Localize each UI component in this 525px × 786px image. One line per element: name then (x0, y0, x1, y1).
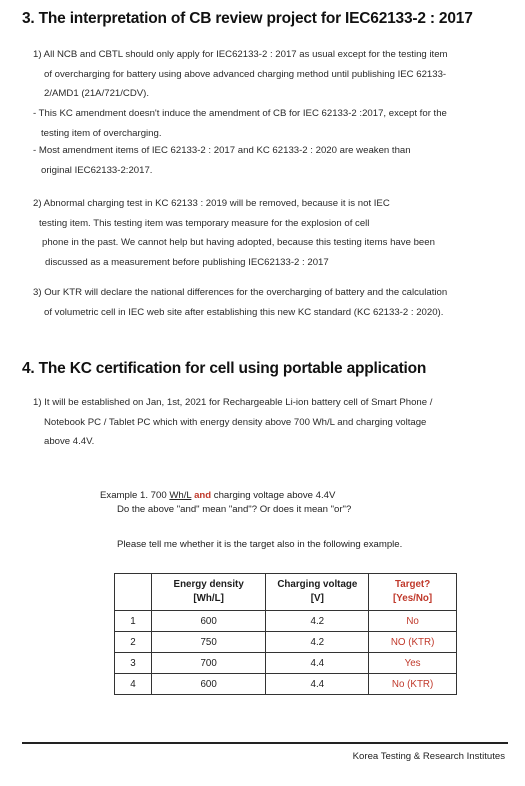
text-line: of volumetric cell in IEC web site after establishing this new KC standard (KC 62133-2 : 2020). (44, 306, 444, 318)
cell-index: 4 (115, 674, 152, 695)
text-line: Notebook PC / Tablet PC which with energy density above 700 Wh/L and charging voltage (44, 416, 427, 428)
table-row (115, 611, 457, 632)
text-line: testing item of overcharging. (41, 127, 162, 139)
cell-target: No (369, 611, 457, 632)
cell-index: 1 (115, 611, 152, 632)
text-line: 1) It will be established on Jan, 1st, 2021 for Rechargeable Li-ion battery cell of Smart Phone / (33, 397, 433, 408)
section3-heading: 3. The interpretation of CB review project for IEC62133-2 : 2017 (22, 10, 473, 27)
text-line: 1) All NCB and CBTL should only apply for IEC62133-2 : 2017 as usual except for the testing item (33, 49, 448, 60)
section3-item1 (33, 45, 448, 104)
section4-item1 (33, 393, 432, 452)
section3-item2 (33, 194, 435, 272)
cell-voltage: 4.4 (266, 653, 369, 674)
text-line: testing item. This testing item was temporary measure for the explosion of cell (39, 217, 370, 229)
example-suffix: charging voltage above 4.4V (211, 490, 336, 501)
cell-voltage: 4.2 (266, 611, 369, 632)
table-header-row (115, 574, 457, 611)
example-question: Do the above "and" mean "and"? Or does it mean "or"? (117, 504, 352, 515)
text-line: above 4.4V. (44, 436, 95, 447)
cell-energy: 750 (151, 632, 266, 653)
example-line (100, 489, 335, 503)
table-row (115, 674, 457, 695)
text-line: 3) Our KTR will declare the national differences for the overcharging of battery and the calculation (33, 287, 448, 298)
example-prefix: Example 1. 700 (100, 490, 170, 501)
cell-voltage: 4.4 (266, 674, 369, 695)
cell-voltage: 4.2 (266, 632, 369, 653)
header-target: Target? [Yes/No] (369, 574, 457, 611)
target-table (114, 573, 457, 695)
section3-note2 (33, 141, 411, 180)
text-line: - This KC amendment doesn't induce the amendment of CB for IEC 62133-2 :2017, except for the (33, 108, 447, 119)
cell-target: No (KTR) (369, 674, 457, 695)
cell-index: 3 (115, 653, 152, 674)
cell-energy: 700 (151, 653, 266, 674)
text-line: phone in the past. We cannot help but having adopted, because this testing items have been (42, 237, 435, 248)
text-line: of overcharging for battery using above advanced charging method until publishing IEC 62133- (44, 68, 447, 80)
table-row (115, 653, 457, 674)
example-and: and (194, 490, 212, 501)
section3-note1 (33, 104, 447, 143)
cell-energy: 600 (151, 674, 266, 695)
cell-index: 2 (115, 632, 152, 653)
cell-energy: 600 (151, 611, 266, 632)
text-line: - Most amendment items of IEC 62133-2 : 2017 and KC 62133-2 : 2020 are weaken than (33, 145, 411, 156)
text-line: 2) Abnormal charging test in KC 62133 : 2019 will be removed, because it is not IEC (33, 198, 390, 209)
table-row (115, 632, 457, 653)
text-line: 2/AMD1 (21A/721/CDV). (44, 88, 150, 99)
footer-divider (22, 742, 508, 744)
example-unit: Wh/L (169, 490, 192, 501)
header-index (115, 574, 152, 611)
section3-item3 (33, 283, 447, 322)
header-energy-density: Energy density [Wh/L] (151, 574, 266, 611)
header-charging-voltage: Charging voltage [V] (266, 574, 369, 611)
section4-heading: 4. The KC certification for cell using portable application (22, 360, 427, 377)
text-line: discussed as a measurement before publishing IEC62133-2 : 2017 (45, 256, 329, 268)
footer-organization: Korea Testing & Research Institutes (352, 751, 505, 762)
text-line: original IEC62133-2:2017. (41, 164, 153, 176)
cell-target: NO (KTR) (369, 632, 457, 653)
cell-target: Yes (369, 653, 457, 674)
example-request: Please tell me whether it is the target also in the following example. (117, 539, 403, 550)
